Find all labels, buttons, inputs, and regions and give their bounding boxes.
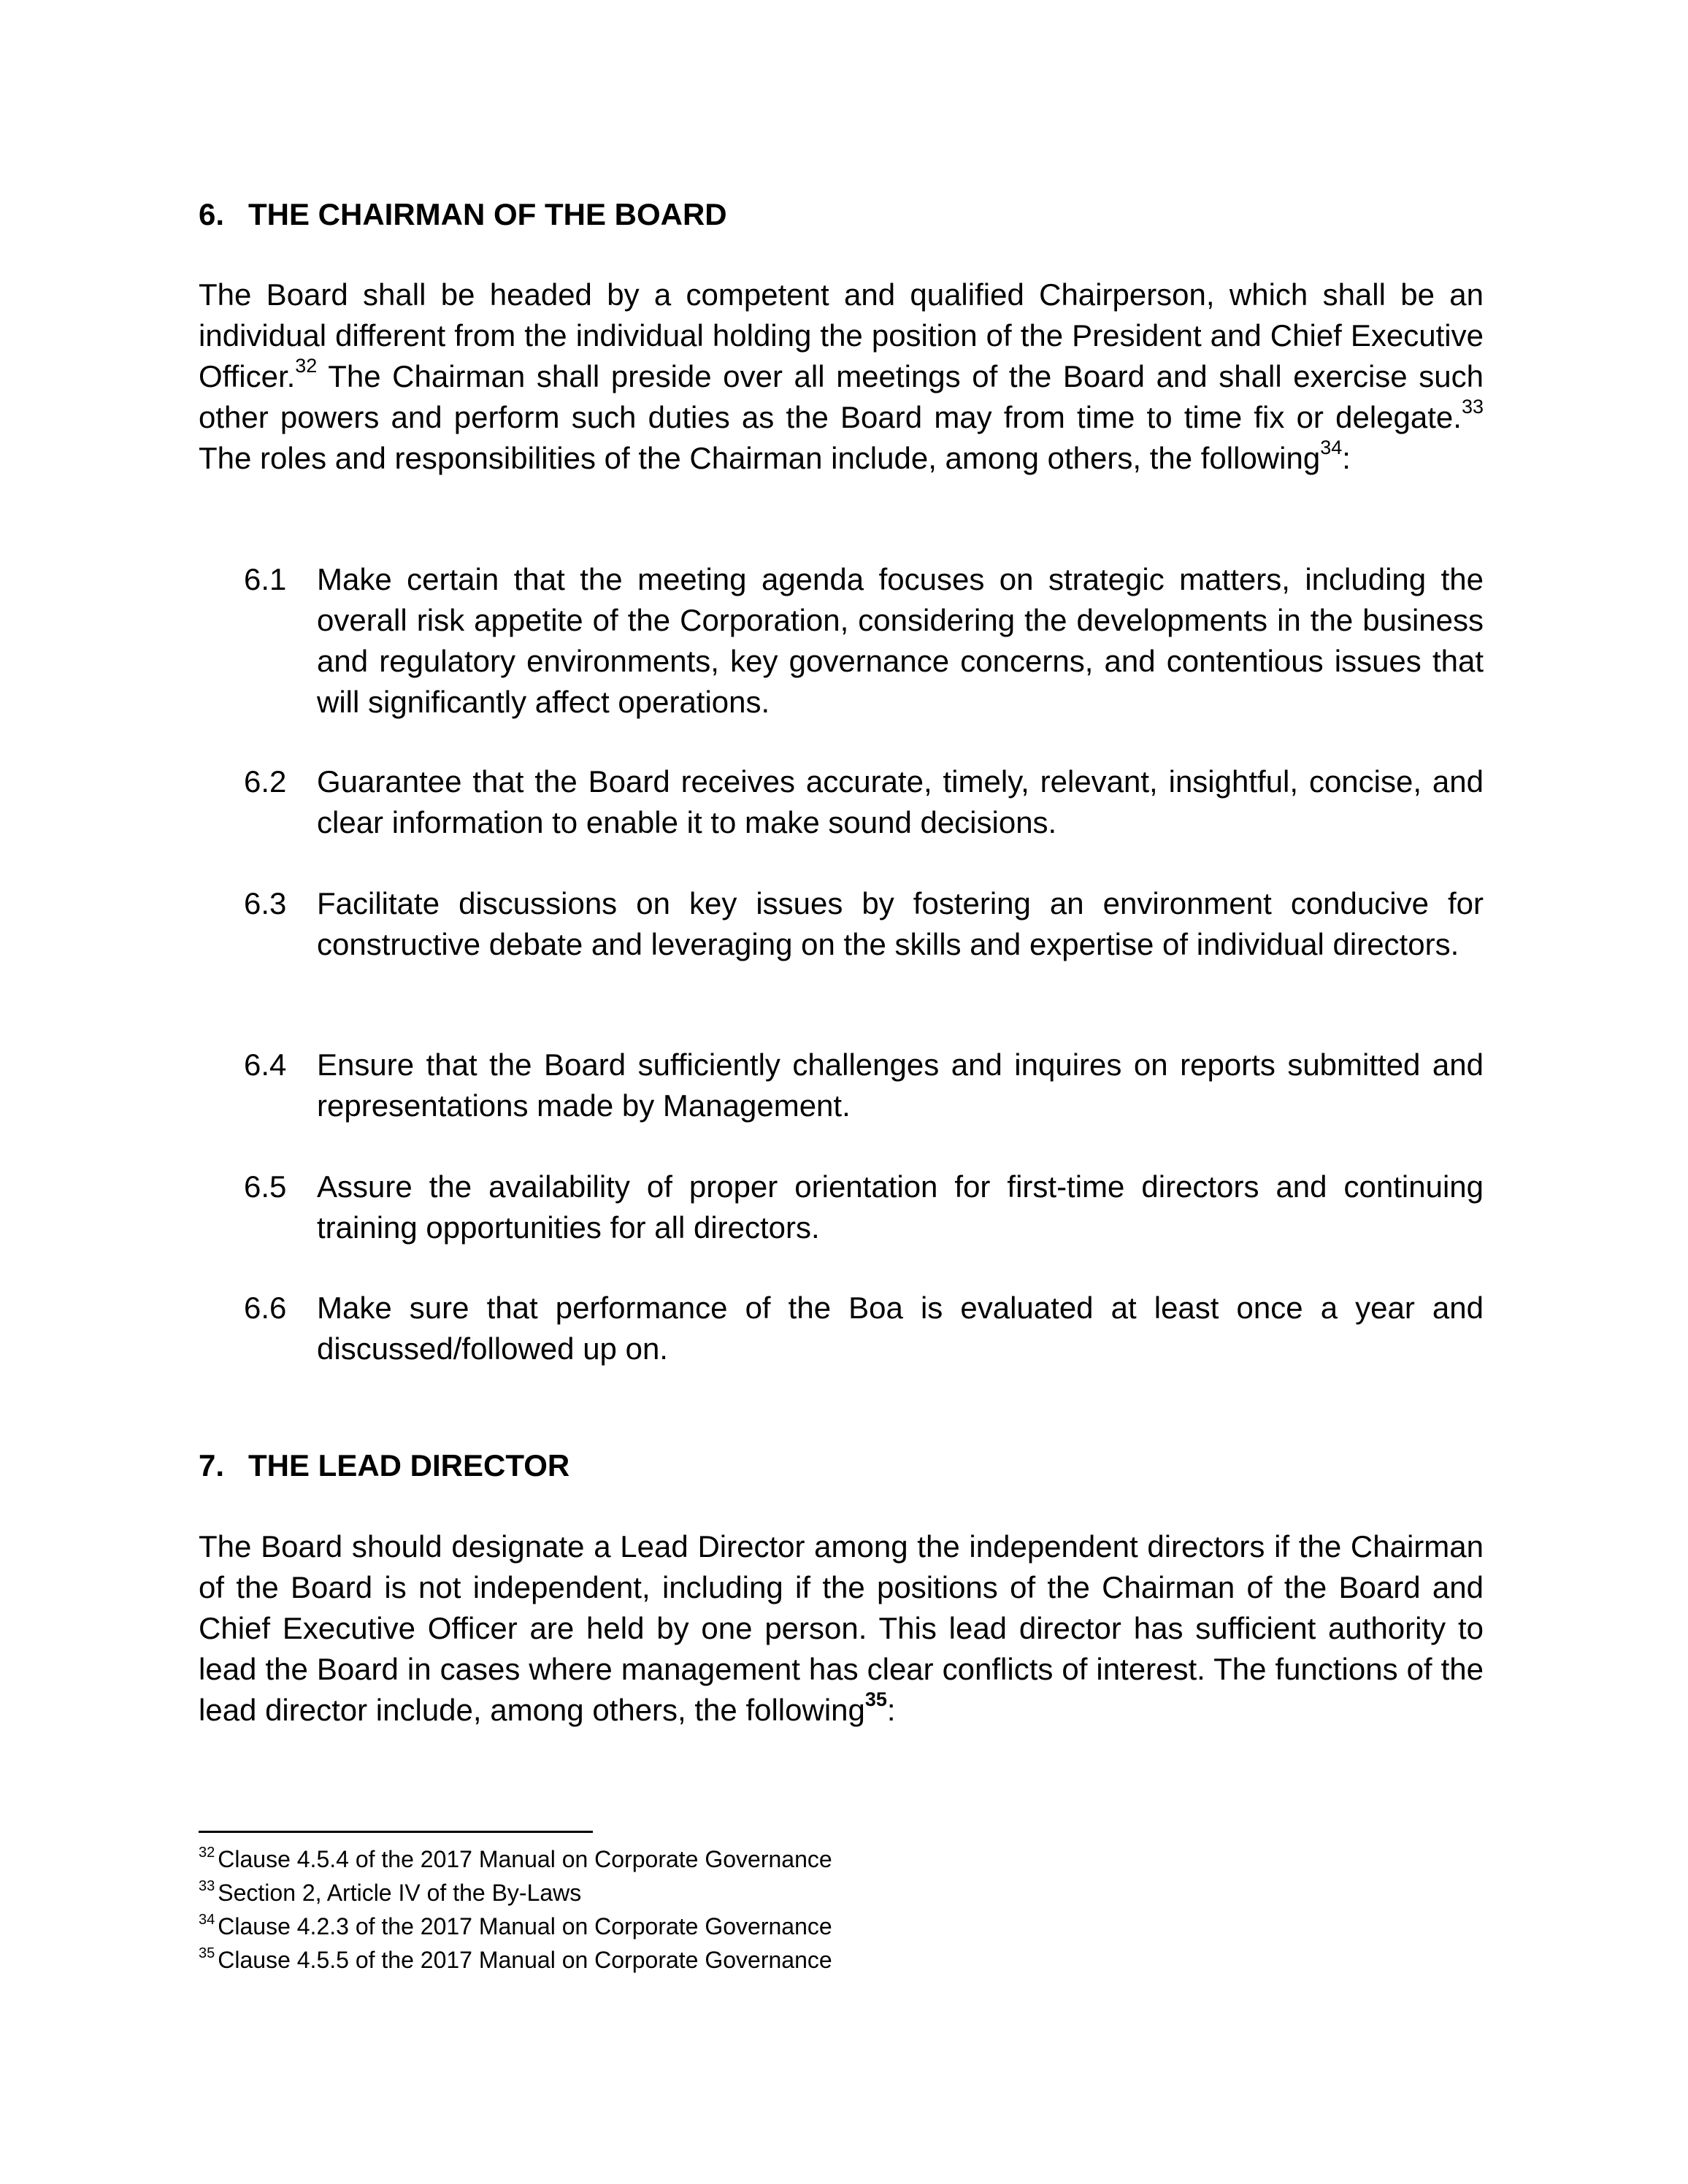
- section-6-heading: [199, 194, 1484, 235]
- item-text: Guarantee that the Board receives accurate, timely, relevant, insightful, concise, and clear information to enable it to make sound decisions.: [317, 764, 1484, 839]
- list-item-6-3: [244, 883, 1484, 965]
- footnote-number: 33: [199, 1878, 215, 1894]
- footnote-32: [199, 1842, 1221, 1876]
- intro-text-1: The Board shall be headed by a competent and qualified Chairperson, which shall be an individual different from the individual holding the position of the President and Chief Executive Officer.: [199, 277, 1484, 393]
- footnote-ref-34[interactable]: 34: [1320, 436, 1343, 458]
- item-number: 6.3: [244, 886, 287, 920]
- list-item-6-4: [244, 1045, 1484, 1126]
- footnote-number: 35: [199, 1945, 215, 1961]
- section-7-heading: [199, 1445, 1484, 1486]
- footnote-34: [199, 1910, 1221, 1943]
- item-text: Facilitate discussions on key issues by fostering an environment conducive for constructive debate and leveraging on the skills and expertise of individual directors.: [317, 886, 1484, 961]
- list-item-6-5: [244, 1166, 1484, 1248]
- section-6-intro: [199, 274, 1484, 479]
- section-6-number: 6.: [199, 197, 225, 231]
- item-text: Ensure that the Board sufficiently challenges and inquires on reports submitted and representations made by Management.: [317, 1047, 1484, 1123]
- intro-text-2: The Chairman shall preside over all meetings of the Board and shall exercise such other powers and perform such duties as the Board may from time to time fix or delegate.: [199, 359, 1484, 434]
- list-item-6-2: [244, 761, 1484, 843]
- footnote-35: [199, 1943, 1221, 1977]
- intro-text-3: The roles and responsibilities of the Chairman include, among others, the following: [199, 441, 1321, 475]
- footnote-text: Clause 4.5.4 of the 2017 Manual on Corporate Governance: [218, 1846, 832, 1872]
- lead-director-text-1: The Board should designate a Lead Director among the independent directors if the Chairman of the Board is not independent, including if the positions of the Chairman of the Board and Chief Executive Officer are held by one person. This lead director has sufficient authority to lead the Board in cases where management has clear conflicts of interest. The functions of the lead director include, among others, the following: [199, 1529, 1484, 1727]
- footnote-ref-33[interactable]: 33: [1461, 395, 1484, 418]
- item-number: 6.6: [244, 1291, 287, 1325]
- intro-text-4: :: [1342, 441, 1351, 475]
- footnote-text: Section 2, Article IV of the By-Laws: [218, 1880, 582, 1906]
- list-item-6-6: [244, 1288, 1484, 1369]
- item-number: 6.2: [244, 764, 287, 799]
- item-text: Make sure that performance of the Boa is evaluated at least once a year and discussed/followed up on.: [317, 1291, 1484, 1366]
- list-item-6-1: [244, 559, 1484, 723]
- section-7-intro: [199, 1526, 1484, 1731]
- footnote-text: Clause 4.5.5 of the 2017 Manual on Corporate Governance: [218, 1947, 832, 1973]
- footnote-number: 32: [199, 1845, 215, 1861]
- footnote-number: 34: [199, 1912, 215, 1928]
- footnote-separator: [199, 1831, 593, 1833]
- footnote-ref-35[interactable]: 35: [864, 1688, 887, 1710]
- lead-director-text-2: :: [886, 1693, 896, 1727]
- section-7-number: 7.: [199, 1448, 225, 1483]
- footnote-ref-32[interactable]: 32: [295, 354, 318, 377]
- item-number: 6.4: [244, 1047, 287, 1082]
- footnote-text: Clause 4.2.3 of the 2017 Manual on Corporate Governance: [218, 1913, 832, 1939]
- item-text: Make certain that the meeting agenda focuses on strategic matters, including the overall risk appetite of the Corporation, considering the developments in the business and regulatory environments, key governance concerns, and contentious issues that will significantly affect operations.: [317, 562, 1484, 719]
- footnote-33: [199, 1876, 1221, 1910]
- section-6-title: THE CHAIRMAN OF THE BOARD: [248, 197, 727, 231]
- item-number: 6.1: [244, 562, 287, 596]
- section-7-title: THE LEAD DIRECTOR: [248, 1448, 570, 1483]
- item-number: 6.5: [244, 1169, 287, 1204]
- item-text: Assure the availability of proper orientation for first-time directors and continuing training opportunities for all directors.: [317, 1169, 1484, 1245]
